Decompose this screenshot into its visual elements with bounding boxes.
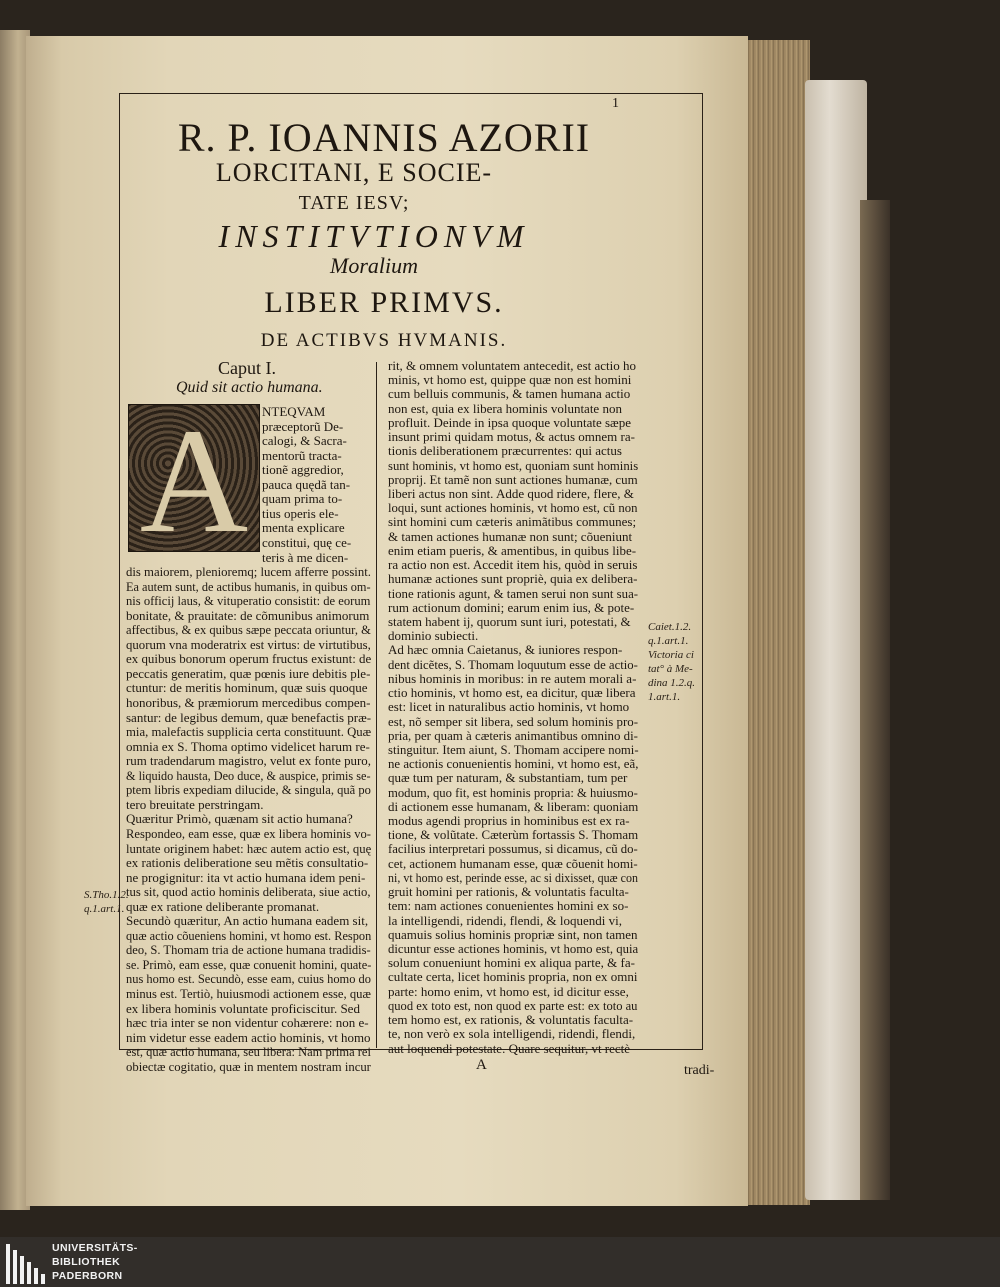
text-line: nus homo est. Secundò, esse eam, cuius homo do — [126, 971, 371, 987]
initial-letter: A — [139, 398, 249, 564]
binding-shadow — [860, 200, 890, 1200]
text-line: sunt hominis, vt homo est, quoniam sunt hominis — [388, 457, 639, 473]
margin-line: q.1.art.1. — [84, 903, 125, 915]
text-line: Respondeo, eam esse, quæ ex libera hominis vo- — [126, 825, 371, 841]
text-line: & liquido hausta, Deo duce, & auspice, primis se- — [126, 767, 371, 783]
text-line: tione rationis agunt, & tamen serui non sunt sua- — [388, 585, 639, 601]
text-line: quam prima to- — [262, 491, 343, 507]
vellum-binding — [805, 80, 867, 1200]
text-line: cum belluis communis, & tamen humana actio — [388, 386, 631, 402]
page-block-edges — [740, 40, 810, 1205]
text-line: rum tradendarum magistro, velut ex fonte puro, — [126, 753, 371, 769]
margin-line: dina 1.2.q. — [648, 677, 696, 689]
title-subwork: Moralium — [330, 253, 418, 278]
text-line: tus sit, quod actio hominis deliberata, siue actio, — [126, 884, 371, 900]
text-line: mia, malefactis supplicia certa constituunt. Quæ — [126, 724, 372, 740]
text-line: ex rationis deliberatione seu mẽtis consultatio- — [126, 855, 369, 871]
text-line: præceptorũ De- — [262, 418, 344, 434]
text-line: constitui, quę ce- — [262, 534, 352, 550]
text-line: NTEQVAM — [262, 404, 326, 419]
library-footer — [0, 1237, 1000, 1287]
text-line: ne progignitur: ita vt actio humana idem peni- — [126, 869, 366, 885]
text-line: profluit. Deinde in ipsa quoque voluntate sæpe — [388, 414, 631, 430]
text-line: tem: nam actiones conuenientes homini ex so- — [388, 898, 629, 914]
text-line: ptem libris expediam dilucide, & singula, quã po — [126, 782, 371, 798]
text-line: tione, & volũtate. Cæterùm fortassis S. Thomam — [388, 827, 639, 843]
text-line: dicuntur esse actiones hominis, vt homo est, quia — [388, 941, 639, 957]
text-line: cet, actionem humanam esse, quæ cõuenit homi- — [388, 855, 638, 871]
text-line: tero breuitate perstringam. — [126, 796, 264, 812]
margin-line: tat° à Me- — [648, 663, 693, 675]
text-line: te, non verò ex sola intelligendi, ridendi, flendi, — [388, 1026, 636, 1042]
text-line: rit, & omnem voluntatem antecedit, est actio ho — [388, 358, 637, 373]
text-line: deo, S. Thomam tria de actione humana tradidis- — [126, 942, 371, 958]
text-line: honoribus, & præmiorum mercedibus compen- — [126, 695, 371, 710]
text-line: rum actionum domini; earum enim ius, & pote- — [388, 599, 635, 615]
text-line: obiectæ cogitatio, quæ in mentem nostram incur — [126, 1058, 371, 1074]
text-line: dominio subiecti. — [388, 628, 479, 644]
text-line: pauca quędã tan- — [262, 476, 351, 492]
text-line: bonitate, & prauitate: de cõmunibus animorum — [126, 607, 370, 623]
text-line: tionẽ aggredior, — [262, 462, 344, 478]
margin-line: q.1.art.1. — [648, 635, 689, 647]
chapter-subtitle: Quid sit actio humana. — [176, 379, 323, 396]
margin-note-right — [648, 620, 695, 704]
text-line: pria, per quam à cæteris animantibus omnino di- — [388, 727, 638, 743]
title-line-2: LORCITANI, E SOCIE- — [215, 158, 493, 187]
text-line: Ad hæc omnia Caietanus, & iuniores respon- — [388, 642, 623, 658]
book-heading: LIBER PRIMVS. — [264, 286, 504, 319]
text-line: aut loquendi potestate. Quare sequitur, vt rectè — [388, 1040, 631, 1056]
library-name-line-3: PADERBORN — [52, 1270, 123, 1282]
text-line: quamuis solius hominis propriæ sint, non tamen — [388, 926, 638, 942]
text-line: dent dicẽtes, S. Thomam loquutum esse de actio- — [388, 656, 638, 672]
text-line: gruit homini per rationis, & voluntatis faculta- — [388, 884, 629, 900]
text-line: minus est. Tertiò, huiusmodi actionem esse, quæ — [126, 986, 371, 1001]
text-line: ni, vt homo est, perinde esse, ac si dixisset, quæ con — [388, 869, 638, 885]
text-line: Quæritur Primò, quænam sit actio humana? — [126, 811, 353, 827]
text-line: luntate originem habet: hæc autem actio est, quę — [126, 840, 372, 856]
text-line: modum, quo fit, est hominis propria: & huiusmo- — [388, 784, 638, 800]
text-line: ctuntur: de meritis hominum, quæ suis quoque — [126, 680, 368, 696]
text-line: dis maiorem, plenioremq; lucem afferre possint. — [126, 564, 371, 580]
text-line: tem homo est, ex rationis, & voluntatis faculta- — [388, 1012, 634, 1028]
text-line: sint homini cum cæteris animãtibus communes; — [388, 514, 637, 530]
text-line: quorum vna moderatrix est virtus: de virtutibus, — [126, 636, 371, 652]
text-line: calogi, & Sacra- — [262, 433, 347, 449]
text-line: nibus hominis in moribus: in re autem morali a- — [388, 670, 637, 686]
text-line: quæ actio cõueniens homini, vt homo est. Respon — [126, 927, 372, 943]
text-line: non est, quia ex libera hominis voluntate non — [388, 400, 622, 416]
text-line: ex quibus bonorum operum fructus existunt: de — [126, 651, 372, 667]
text-line: quæ tum per naturam, & substantiam, tum per — [388, 770, 628, 786]
library-name-line-2: BIBLIOTHEK — [52, 1256, 121, 1268]
margin-line: S.Tho.1.2. — [84, 889, 129, 901]
text-line: Ea autem sunt, de actibus humanis, in quibus om- — [126, 578, 371, 594]
text-line: minis, vt homo est, quippe quæ non est homini — [388, 372, 632, 388]
text-line: quod ex toto est, non quod ex parte est: ex toto au — [388, 997, 638, 1013]
text-line: tionis deliberationem præcurrentes: qui actus — [388, 443, 622, 459]
text-line: teris à me dicen- — [262, 549, 349, 565]
text-line: santur: de legibus demum, quæ benefactis præ- — [126, 709, 372, 725]
text-line: se. Primò, eam esse, quæ conuenit homini, quate- — [126, 956, 372, 972]
text-line: hæc tria inter se non videntur cohærere: non e- — [126, 1015, 369, 1031]
text-line: Secundò quæritur, An actio humana eadem sit, — [126, 913, 369, 929]
text-line: ex libera hominis voluntate proficiscitur. Sed — [126, 1000, 360, 1016]
text-line: stinguitur. Item aiunt, S. Thomam accipere nomi- — [388, 741, 639, 757]
text-line: liberi actus non sint. Adde quod ridere, flere, & — [388, 485, 634, 501]
text-line: est, nõ semper sit libera, sed solum hominis pro- — [388, 713, 639, 729]
text-line: nis officij laus, & vituperatio consistit: de eorum — [126, 593, 371, 609]
chapter-heading: Caput I. — [218, 358, 276, 378]
text-line: quæ ex ratione deliberante promanat. — [126, 898, 320, 914]
signature-mark: A — [476, 1057, 487, 1073]
section-heading: DE ACTIBVS HVMANIS. — [260, 330, 508, 351]
library-logo-icon — [4, 1240, 46, 1284]
decorated-initial — [128, 398, 260, 564]
text-line: omnia ex S. Thoma optimo videlicet harum re- — [126, 738, 370, 754]
text-line: est: licet in naturalibus actio hominis, vt homo — [388, 699, 630, 715]
margin-line: 1.art.1. — [648, 691, 681, 703]
text-line: peccatis generatim, quæ pœnis iure debitis ple- — [126, 665, 371, 681]
text-line: ne actionis conuenientis homini, vt homo est, eã, — [388, 756, 639, 772]
text-line: tius operis ele- — [262, 505, 339, 521]
text-line: ra actio non est. Accedit item his, quòd in seruis — [388, 557, 638, 573]
text-line: humanæ actiones sunt propriè, quia ex delibera- — [388, 571, 638, 587]
title-work: INSTITVTIONVM — [218, 218, 530, 254]
text-line: loqui, sunt actiones hominis, vt homo est, cũ non — [388, 500, 638, 516]
text-line: affectibus, & ex quibus sæpe peccata oriuntur, & — [126, 622, 371, 638]
catchword: tradi- — [684, 1063, 715, 1078]
library-name-line-1: UNIVERSITÄTS- — [52, 1242, 138, 1254]
text-line: facilius interpretari possumus, si dicamus, cũ do- — [388, 841, 638, 857]
text-line: parte: homo enim, vt homo est, id dicitur esse, — [388, 983, 629, 999]
text-line: nim videtur esse eadem actio hominis, vt homo — [126, 1029, 371, 1045]
text-line: insunt primi quidam motus, & actus omnem ra- — [388, 429, 635, 445]
text-line: est, quæ actio humana, seu libera: Nam prima rei — [126, 1044, 371, 1060]
title-line-3: TATE IESV; — [298, 192, 410, 214]
text-line: enim etiam pueris, & amentibus, in quibus libe- — [388, 542, 637, 558]
text-line: di actionem esse humanam, & liberam: quoniam — [388, 798, 639, 814]
text-line: solum conueniunt homini ex aliqua parte, & fa- — [388, 955, 635, 971]
text-line: & tamen actiones humanæ non sunt; cõueniunt — [388, 528, 633, 544]
text-line: cultate certa, licet hominis propria, non ex omni — [388, 969, 638, 985]
text-line: ctio hominis, vt homo est, ea dicitur, quæ libera — [388, 685, 636, 701]
text-line: menta explicare — [262, 520, 345, 536]
column-divider — [376, 362, 377, 1048]
text-line: mentorũ tracta- — [262, 447, 342, 463]
text-line: proprij. Et tamẽ non sunt actiones humanæ, cum — [388, 471, 638, 487]
title-author: R. P. IOANNIS AZORII — [177, 115, 591, 160]
text-line: modus agendi proprius in hominibus est ex ra- — [388, 813, 630, 829]
margin-line: Caiet.1.2. — [648, 621, 692, 633]
margin-note-left — [84, 888, 129, 916]
margin-line: Victoria ci — [648, 649, 694, 661]
text-line: statem habent ij, quorum sunt iuri, potestati, & — [388, 613, 631, 629]
text-line: la intelligendi, ridendi, flendi, & loquendi vi, — [388, 912, 622, 928]
page-number: 1 — [612, 96, 619, 111]
